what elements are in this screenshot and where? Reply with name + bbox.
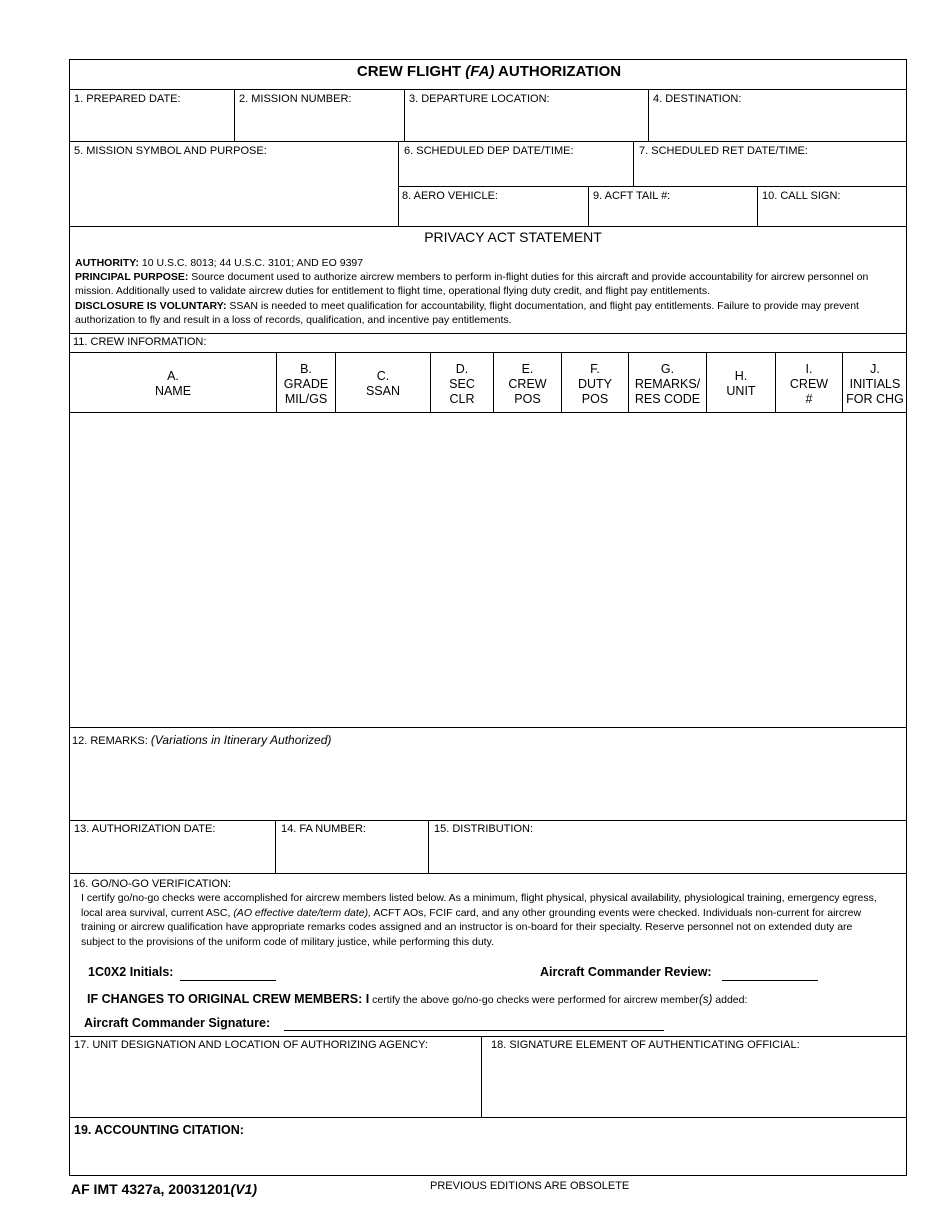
col-title: NAME [154, 384, 192, 398]
distribution-label: 15. DISTRIBUTION: [434, 823, 534, 835]
mission-number-label: 2. MISSION NUMBER: [239, 93, 352, 105]
col-title-2: MIL/GS [284, 391, 328, 406]
unit-designation-field[interactable] [70, 1054, 480, 1116]
col-letter: G. [660, 361, 675, 376]
col-header-ssan [336, 356, 430, 412]
title-em: (FA) [465, 63, 495, 80]
rule [633, 141, 634, 186]
col-title-2: RES CODE [634, 391, 701, 406]
authority-line [75, 256, 905, 270]
disclosure-label: DISCLOSURE IS VOLUNTARY: [75, 299, 227, 312]
destination-field[interactable] [650, 108, 906, 140]
title-text-end: AUTHORIZATION [494, 63, 622, 80]
call-sign-field[interactable] [759, 204, 906, 225]
form-identifier [71, 1181, 257, 1197]
rule [275, 820, 276, 873]
departure-location-label: 3. DEPARTURE LOCATION: [409, 93, 550, 105]
col-title: CREW [508, 376, 547, 391]
col-header-duty-pos [562, 356, 628, 412]
col-title: SEC [449, 376, 475, 391]
rule [428, 820, 429, 873]
col-title-2: CLR [449, 391, 475, 406]
col-header-crew-pos [494, 356, 561, 412]
col-title: SSAN [365, 384, 401, 398]
distribution-field[interactable] [430, 838, 906, 872]
disclosure-line [75, 299, 905, 327]
col-header-remarks [629, 356, 706, 412]
col-title-2: POS [514, 391, 541, 406]
col-header-sec-clr [431, 356, 493, 412]
col-letter: D. [455, 361, 469, 376]
rule [69, 1036, 907, 1037]
rule [69, 727, 907, 728]
departure-location-field[interactable] [406, 108, 647, 140]
aero-vehicle-field[interactable] [400, 204, 587, 225]
authority-label: AUTHORITY: [75, 257, 139, 269]
aero-vehicle-label: 8. AERO VEHICLE: [402, 190, 498, 202]
rule [398, 186, 907, 187]
authorization-date-label: 13. AUTHORIZATION DATE: [74, 823, 216, 835]
rule [69, 333, 907, 334]
acft-tail-label: 9. ACFT TAIL #: [593, 190, 671, 202]
mission-number-field[interactable] [236, 108, 403, 140]
privacy-act-title: PRIVACY ACT STATEMENT [424, 229, 602, 245]
col-letter: A. [167, 369, 179, 383]
remarks-note: (Variations in Itinerary Authorized) [150, 733, 332, 747]
privacy-act-statement [75, 256, 905, 327]
changes-lead: I [365, 992, 370, 1006]
unit-designation-label: 17. UNIT DESIGNATION AND LOCATION OF AUTHORIZING AGENCY: [74, 1039, 428, 1051]
accounting-citation-field[interactable] [70, 1140, 906, 1174]
col-letter: C. [376, 369, 390, 383]
changes-text-end: added: [712, 994, 748, 1006]
initials-signature-line[interactable] [180, 980, 276, 981]
rule [69, 141, 907, 142]
purpose-line [75, 270, 905, 298]
accounting-citation-label: 19. ACCOUNTING CITATION: [74, 1123, 244, 1137]
commander-signature-line[interactable] [284, 1030, 664, 1031]
form-id-text: AF IMT 4327a, 20031201 [71, 1181, 231, 1197]
col-title: DUTY [577, 376, 613, 391]
fa-number-label: 14. FA NUMBER: [281, 823, 366, 835]
col-letter: F. [590, 361, 600, 376]
col-title-2: FOR CHG [846, 391, 904, 406]
crew-information-label: 11. CREW INFORMATION: [73, 336, 207, 348]
col-title-2: POS [581, 391, 609, 406]
col-title: CREW [789, 376, 829, 391]
rule [69, 820, 907, 821]
signature-element-label: 18. SIGNATURE ELEMENT OF AUTHENTICATING OFFICIAL: [491, 1039, 800, 1051]
rule [404, 89, 405, 141]
col-letter: H. [734, 369, 748, 383]
col-letter: J. [870, 361, 880, 376]
purpose-text: Source document used to authorize aircrew members to perform in-flight duties for this aircraft and provide accountability for aircrew personnel on mission. Additionally used to validate aircrew duties for entitlement to flight time, operational flying duty credit, and flight pay entitlements. [75, 271, 869, 298]
prepared-date-field[interactable] [70, 108, 233, 140]
changes-label: IF CHANGES TO ORIGINAL CREW MEMBERS: [87, 992, 366, 1006]
remarks-heading [72, 733, 331, 747]
authorization-date-field[interactable] [70, 838, 274, 872]
mission-symbol-field[interactable] [70, 160, 397, 225]
prepared-date-label: 1. PREPARED DATE: [74, 93, 181, 105]
col-title-2: # [805, 391, 813, 406]
fa-number-field[interactable] [277, 838, 427, 872]
rule [398, 141, 399, 226]
signature-element-field[interactable] [483, 1054, 906, 1116]
commander-review-label: Aircraft Commander Review: [540, 965, 712, 979]
title-text: CREW FLIGHT [356, 63, 466, 80]
rule [588, 186, 589, 226]
col-letter: E. [521, 361, 534, 376]
rule [69, 873, 907, 874]
scheduled-ret-label: 7. SCHEDULED RET DATE/TIME: [639, 145, 808, 157]
col-header-name [70, 356, 276, 412]
scheduled-dep-field[interactable] [400, 160, 632, 185]
changes-statement [87, 992, 747, 1006]
form-title [70, 63, 908, 80]
authority-text: 10 U.S.C. 8013; 44 U.S.C. 3101; AND EO 9397 [138, 257, 364, 269]
rule [69, 89, 907, 90]
rule [69, 1117, 907, 1118]
scheduled-dep-label: 6. SCHEDULED DEP DATE/TIME: [404, 145, 574, 157]
commander-review-line[interactable] [722, 980, 818, 981]
rule [648, 89, 649, 141]
col-letter: I. [805, 361, 813, 376]
remarks-field[interactable] [70, 750, 906, 819]
commander-signature-label: Aircraft Commander Signature: [84, 1016, 271, 1030]
col-title: UNIT [726, 384, 756, 398]
col-title: INITIALS [849, 376, 901, 391]
initials-label: 1C0X2 Initials: [88, 965, 174, 979]
form-id-version: (V1) [230, 1181, 257, 1197]
crew-information-entry-area[interactable] [70, 414, 906, 726]
mission-symbol-label: 5. MISSION SYMBOL AND PURPOSE: [74, 145, 267, 157]
col-header-crew-number [776, 356, 842, 412]
col-header-unit [707, 356, 775, 412]
rule [234, 89, 235, 141]
destination-label: 4. DESTINATION: [653, 93, 742, 105]
remarks-label: 12. REMARKS: [72, 735, 148, 747]
col-header-grade [277, 356, 335, 412]
changes-text-em: (s) [698, 994, 713, 1006]
acft-tail-field[interactable] [590, 204, 756, 225]
gonogo-text: I certify go/no-go checks were accomplished for aircrew members listed below. As a minimum, flight physical, physical availability, physiological training, emergency egress, local area survival, current ASC, [81, 892, 877, 919]
gonogo-certification-text [81, 891, 881, 949]
gonogo-text-end: ACFT AOs, FCIF card, and any other grounding events were checked. Individuals non-current for aircrew training or aircrew qualification have appropriate remarks codes assigned and an instructor is on-board for their specialty. Reserve personnel not on extended duty are subject to the provisions of the uniform code of military justice, while performing this duty. [81, 906, 862, 948]
disclosure-text: SSAN is needed to meet qualification for accountability, flight documentation, and flight pay entitlements. Failure to provide may prevent authorization to fly and result in a loss of records, qualification, and incentive pay entitlements. [75, 299, 859, 326]
rule [481, 1036, 482, 1117]
changes-text: certify the above go/no-go checks were performed for aircrew member [369, 994, 699, 1006]
gonogo-text-em: (AO effective date/term date), [233, 906, 372, 919]
scheduled-ret-field[interactable] [635, 160, 906, 185]
rule [757, 186, 758, 226]
purpose-label: PRINCIPAL PURPOSE: [75, 271, 189, 284]
rule [69, 412, 907, 413]
col-title: GRADE [283, 376, 329, 391]
obsolete-note: PREVIOUS EDITIONS ARE OBSOLETE [430, 1180, 630, 1192]
col-header-initials [843, 356, 907, 412]
col-letter: B. [300, 361, 312, 376]
col-title: REMARKS/ [634, 376, 701, 391]
gonogo-label: 16. GO/NO-GO VERIFICATION: [73, 878, 232, 890]
call-sign-label: 10. CALL SIGN: [762, 190, 841, 202]
rule [69, 226, 907, 227]
rule [69, 352, 907, 353]
